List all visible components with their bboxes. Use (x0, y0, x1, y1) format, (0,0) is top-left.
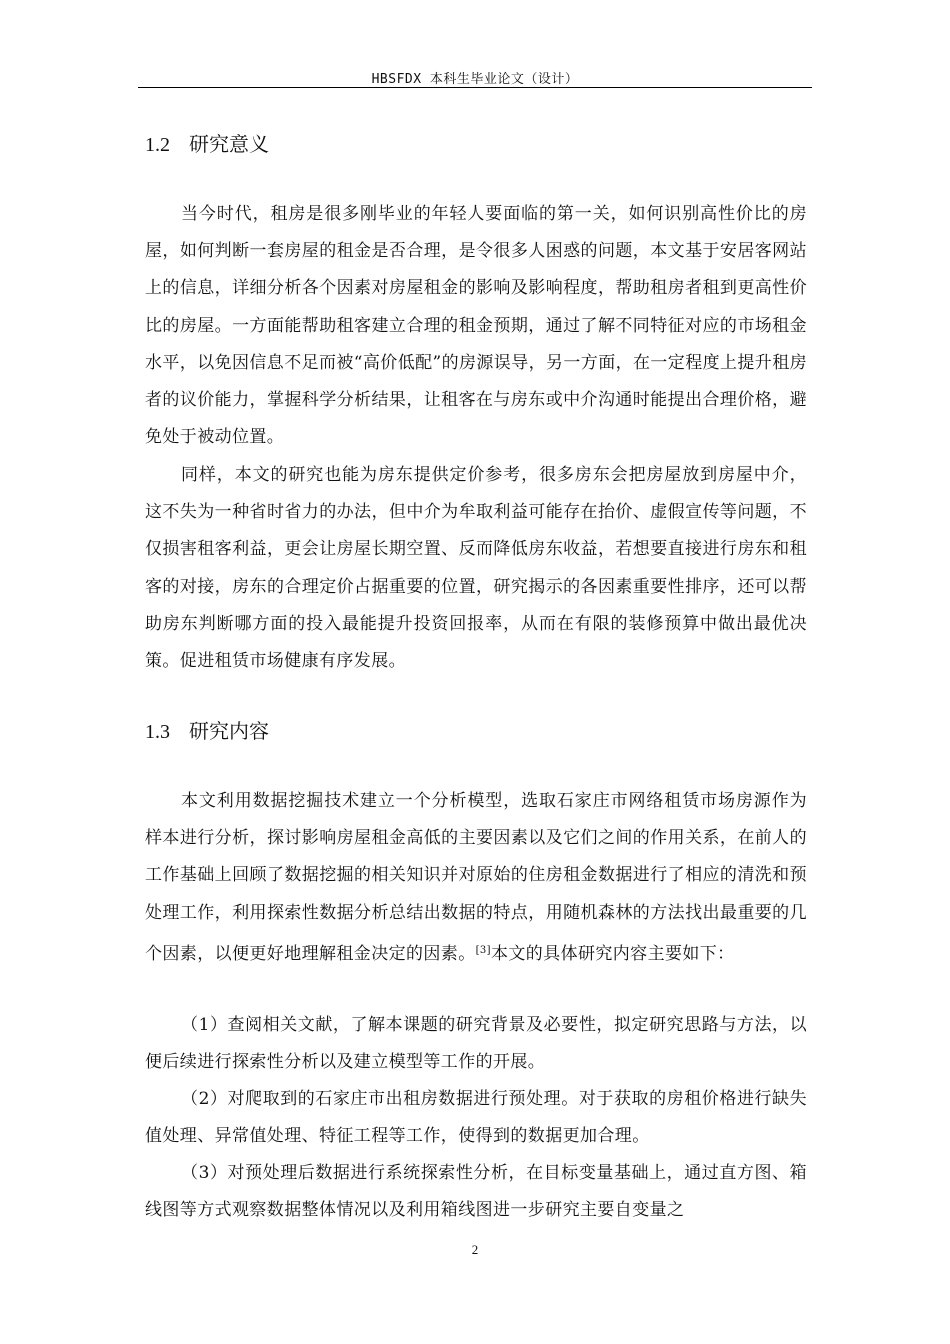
section-title: 研究意义 (189, 132, 269, 156)
section-heading-1-2 (145, 128, 269, 157)
section-title: 研究内容 (189, 719, 269, 743)
section-number: 1.3 (145, 721, 170, 743)
intro-text: 本文利用数据挖掘技术建立一个分析模型，选取石家庄市网络租赁市场房源作为样本进行分析，探讨影响房屋租金高低的主要因素以及它们之间的作用关系，在前人的工作基础上回顾了数据挖掘的相关知识并对原始的住房租金数据进行了相应的清洗和预处理工作，利用探索性数据分析总结出数据的特点，用随机森林的方法找出最重要的几个因素，以便更好地理解租金决定的因素。 (145, 791, 807, 964)
paragraph-content-intro (145, 783, 807, 973)
header-rule (138, 87, 812, 88)
list-item-1: （1）查阅相关文献，了解本课题的研究背景及必要性，拟定研究思路与方法，以便后续进行探索性分析以及建立模型等工作的开展。 (145, 1015, 807, 1073)
list-item-2: （2）对爬取到的石家庄市出租房数据进行预处理。对于获取的房租价格进行缺失值处理、异常值处理、特征工程等工作，使得到的数据更加合理。 (145, 1089, 807, 1147)
paragraph-significance-1: 当今时代，租房是很多刚毕业的年轻人要面临的第一关，如何识别高性价比的房屋，如何判断一套房屋的租金是否合理，是令很多人困惑的问题，本文基于安居客网站上的信息，详细分析各个因素对房屋租金的影响及影响程度，帮助租房者租到更高性价比的房屋。一方面能帮助租客建立合理的租金预期，通过了解不同特征对应的市场租金水平，以免因信息不足而被“高价低配”的房源误导，另一方面，在一定程度上提升租房者的议价能力，掌握科学分析结果，让租客在与房东或中介沟通时能提出合理价格，避免处于被动位置。 (145, 204, 807, 448)
section-number: 1.2 (145, 134, 170, 156)
running-header: HBSFDX 本科生毕业论文（设计） (371, 72, 579, 87)
citation-ref: [3] (475, 944, 491, 956)
section-heading-1-3 (145, 715, 269, 744)
list-item-3: （3）对预处理后数据进行系统探索性分析，在目标变量基础上，通过直方图、箱线图等方式观察数据整体情况以及利用箱线图进一步研究主要自变量之 (145, 1163, 807, 1221)
page-number: 2 (471, 1242, 479, 1257)
paragraph-significance-2: 同样，本文的研究也能为房东提供定价参考，很多房东会把房屋放到房屋中介，这不失为一种省时省力的办法，但中介为牟取利益可能存在抬价、虚假宣传等问题，不仅损害租客利益，更会让房屋长期空置、反而降低房东收益，若想要直接进行房东和租客的对接，房东的合理定价占据重要的位置，研究揭示的各因素重要性排序，还可以帮助房东判断哪方面的投入最能提升投资回报率，从而在有限的装修预算中做出最优决策。促进租赁市场健康有序发展。 (145, 465, 807, 672)
intro-tail: 本文的具体研究内容主要如下： (490, 943, 735, 964)
